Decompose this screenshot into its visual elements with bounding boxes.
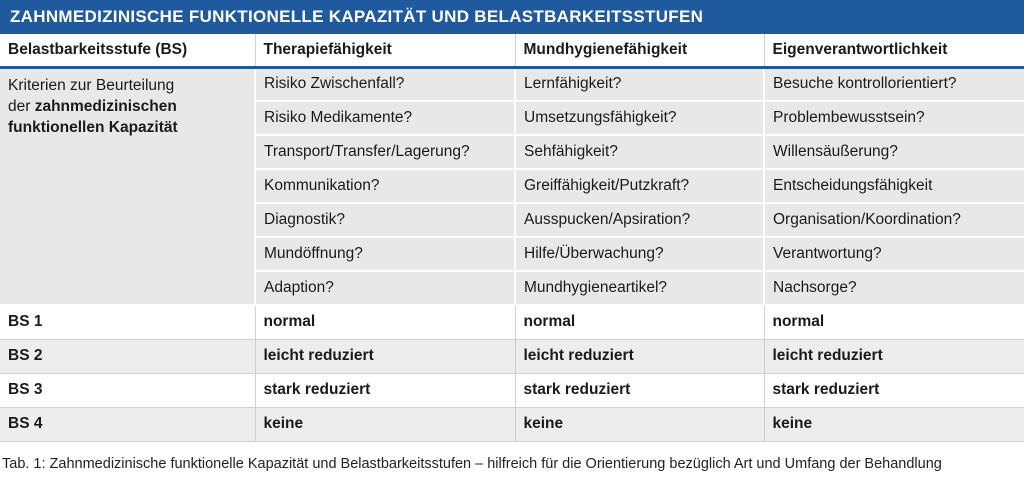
criteria-cell: Diagnostik? (255, 203, 515, 237)
criteria-cell: Greiffähigkeit/Putzkraft? (515, 169, 764, 203)
bs-cell: keine (764, 407, 1024, 441)
criteria-cell: Ausspucken/Apsiration? (515, 203, 764, 237)
criteria-cell: Organisation/Koordination? (764, 203, 1024, 237)
criteria-cell: Mundhygieneartikel? (515, 271, 764, 305)
criteria-cell: Risiko Medikamente? (255, 101, 515, 135)
criteria-cell: Sehfähigkeit? (515, 135, 764, 169)
criteria-cell: Umsetzungsfähigkeit? (515, 101, 764, 135)
bs-row-1 (0, 305, 1024, 339)
bs-cell: stark reduziert (255, 373, 515, 407)
capacity-table (0, 34, 1024, 442)
criteria-cell: Hilfe/Überwachung? (515, 237, 764, 271)
criteria-cell: Kommunikation? (255, 169, 515, 203)
table-caption: Tab. 1: Zahnmedizinische funktionelle Kapazität und Belastbarkeitsstufen – hilfreich für die Orientierung bezüglich Art und Umfang der Behandlung (2, 455, 942, 472)
bs-row-3 (0, 373, 1024, 407)
criteria-cell: Nachsorge? (764, 271, 1024, 305)
bs-level-label: BS 3 (0, 373, 255, 407)
criteria-cell: Mundöffnung? (255, 237, 515, 271)
header-mundhygienefaehigkeit: Mundhygienefähigkeit (515, 34, 764, 67)
criteria-label-line1: Kriterien zur Beurteilung (8, 76, 175, 94)
bs-cell: leicht reduziert (255, 339, 515, 373)
bs-cell: stark reduziert (764, 373, 1024, 407)
criteria-row (0, 67, 1024, 101)
criteria-cell: Problembewusstsein? (764, 101, 1024, 135)
criteria-cell: Besuche kontrollorientiert? (764, 67, 1024, 101)
header-therapiefaehigkeit: Therapiefähigkeit (255, 34, 515, 67)
bs-cell: keine (515, 407, 764, 441)
header-belastbarkeitsstufe: Belastbarkeitsstufe (BS) (0, 34, 255, 67)
bs-row-4 (0, 407, 1024, 441)
criteria-label-prefix: der (8, 97, 35, 115)
header-eigenverantwortlichkeit: Eigenverantwortlichkeit (764, 34, 1024, 67)
header-row (0, 34, 1024, 67)
criteria-cell: Risiko Zwischenfall? (255, 67, 515, 101)
criteria-label-bold1: zahnmedizinischen (34, 97, 177, 115)
criteria-cell: Adaption? (255, 271, 515, 305)
table-title: ZAHNMEDIZINISCHE FUNKTIONELLE KAPAZITÄT UND BELASTBARKEITSSTUFEN (0, 0, 1024, 34)
criteria-cell: Verantwortung? (764, 237, 1024, 271)
bs-level-label: BS 4 (0, 407, 255, 441)
bs-level-label: BS 2 (0, 339, 255, 373)
criteria-cell: Lernfähigkeit? (515, 67, 764, 101)
bs-cell: normal (764, 305, 1024, 339)
bs-cell: leicht reduziert (515, 339, 764, 373)
criteria-cell: Entscheidungsfähigkeit (764, 169, 1024, 203)
bs-level-label: BS 1 (0, 305, 255, 339)
criteria-label-cell (0, 67, 255, 305)
bs-cell: normal (515, 305, 764, 339)
criteria-cell: Transport/Transfer/Lagerung? (255, 135, 515, 169)
bs-cell: stark reduziert (515, 373, 764, 407)
bs-cell: keine (255, 407, 515, 441)
bs-row-2 (0, 339, 1024, 373)
criteria-cell: Willensäußerung? (764, 135, 1024, 169)
criteria-label-bold2: funktionellen Kapazität (8, 118, 178, 136)
bs-cell: leicht reduziert (764, 339, 1024, 373)
bs-cell: normal (255, 305, 515, 339)
